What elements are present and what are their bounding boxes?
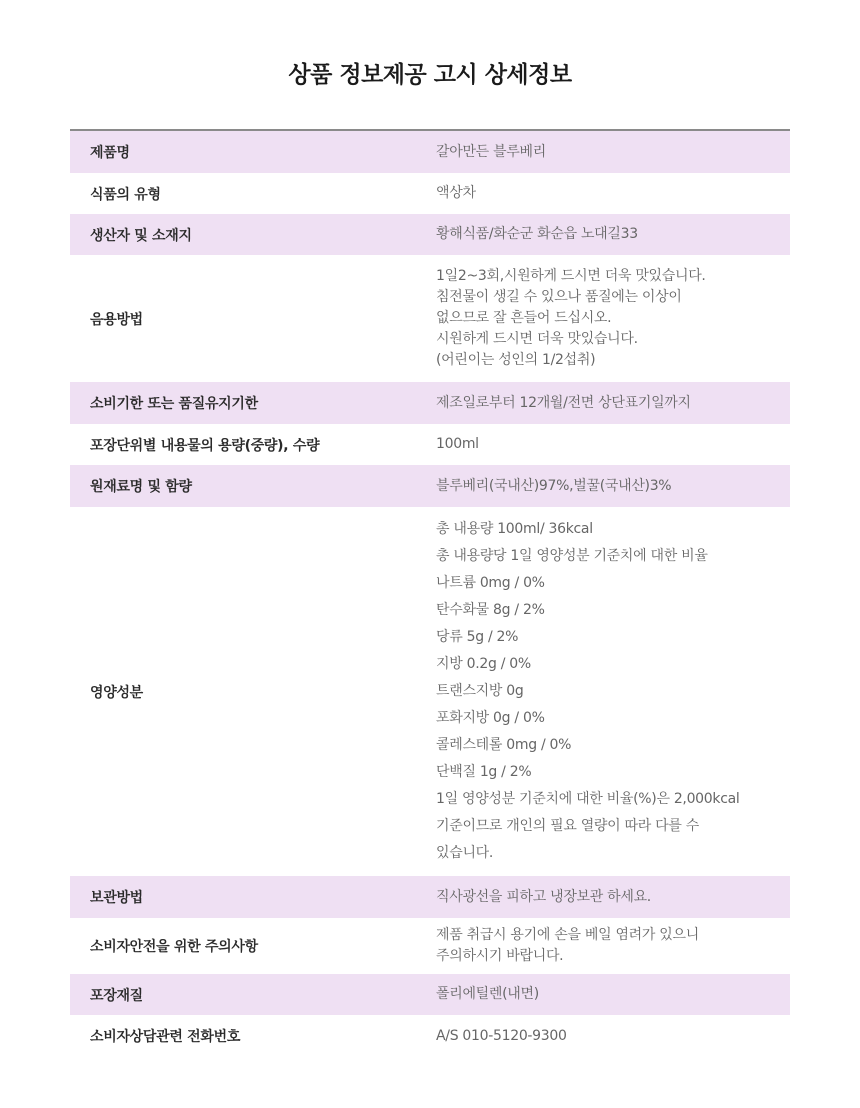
table-row-storage [70, 876, 790, 918]
table-row-product-name [70, 131, 790, 173]
row-label: 원재료명 및 함량 [90, 479, 192, 495]
value-line: 포화지방 0g / 0% [436, 710, 545, 726]
value-line: 주의하시기 바랍니다. [436, 948, 564, 964]
row-value [436, 925, 790, 967]
row-value [436, 476, 790, 497]
table-row-volume [70, 424, 790, 465]
value-line: 액상차 [436, 185, 476, 201]
row-value [436, 393, 790, 414]
value-line: 제품 취급시 용기에 손을 베일 염려가 있으니 [436, 927, 699, 943]
value-line: 100ml [436, 436, 479, 452]
value-line: 폴리에틸렌(내면) [436, 986, 539, 1002]
value-line: A/S 010-5120-9300 [436, 1027, 567, 1044]
value-line: 있습니다. [436, 845, 494, 861]
row-label: 포장단위별 내용물의 용량(중량), 수량 [90, 437, 320, 454]
value-line: 콜레스테롤 0mg / 0% [436, 737, 572, 753]
value-line: 지방 0.2g / 0% [436, 656, 531, 672]
row-value [436, 266, 790, 371]
row-label: 보관방법 [90, 890, 143, 906]
table-row-packaging [70, 974, 790, 1015]
value-line: 총 내용량당 1일 영양성분 기준치에 대한 비율 [436, 548, 708, 564]
value-line: 1일2~3회,시원하게 드시면 더욱 맛있습니다. [436, 268, 706, 284]
table-row-contact [70, 1015, 790, 1057]
table-row-food-type [70, 173, 790, 214]
value-line: 갈아만든 블루베리 [436, 143, 546, 160]
value-line: 침전물이 생길 수 있으나 품질에는 이상이 [436, 289, 682, 305]
row-label: 생산자 및 소재지 [90, 227, 192, 244]
row-label: 음용방법 [90, 311, 143, 328]
row-value [436, 516, 790, 867]
row-value [436, 434, 790, 455]
row-label: 소비자상담관련 전화번호 [90, 1029, 241, 1045]
value-line: 블루베리(국내산)97%,벌꿀(국내산)3% [436, 477, 672, 494]
row-value [436, 142, 790, 163]
value-line: 황해식품/화순군 화순읍 노대길33 [436, 226, 638, 242]
table-row-directions [70, 255, 790, 382]
value-line: (어린이는 성인의 1/2섭취) [436, 352, 596, 368]
value-line: 탄수화물 8g / 2% [436, 602, 545, 618]
value-line: 총 내용량 100ml/ 36kcal [436, 521, 593, 537]
value-line: 제조일로부터 12개월/전면 상단표기일까지 [436, 394, 691, 411]
table-row-nutrition [70, 507, 790, 876]
row-value [436, 1026, 790, 1047]
value-line: 단백질 1g / 2% [436, 764, 532, 780]
row-value [436, 984, 790, 1005]
row-label: 소비기한 또는 품질유지기한 [90, 396, 258, 412]
table-row-ingredients [70, 465, 790, 507]
row-label: 제품명 [90, 145, 130, 161]
value-line: 시원하게 드시면 더욱 맛있습니다. [436, 331, 638, 347]
row-label: 소비자안전을 위한 주의사항 [90, 939, 258, 955]
row-label: 포장재질 [90, 987, 143, 1004]
row-label: 영양성분 [90, 684, 143, 701]
value-line: 없으므로 잘 흔들어 드십시오. [436, 310, 612, 326]
value-line: 1일 영양성분 기준치에 대한 비율(%)은 2,000kcal [436, 791, 740, 807]
table-row-expiry [70, 382, 790, 424]
row-label: 식품의 유형 [90, 186, 161, 203]
value-line: 기준이므로 개인의 필요 열량이 따라 다를 수 [436, 818, 699, 834]
row-value [436, 183, 790, 204]
value-line: 직사광선을 피하고 냉장보관 하세요. [436, 888, 651, 905]
table-row-safety [70, 918, 790, 974]
table-row-producer [70, 214, 790, 255]
row-value [436, 224, 790, 245]
product-info-table [70, 129, 790, 1057]
row-value [436, 887, 790, 908]
value-line: 당류 5g / 2% [436, 629, 519, 645]
value-line: 트랜스지방 0g [436, 683, 524, 699]
value-line: 나트륨 0mg / 0% [436, 575, 545, 591]
page-title: 상품 정보제공 고시 상세정보 [288, 62, 572, 88]
